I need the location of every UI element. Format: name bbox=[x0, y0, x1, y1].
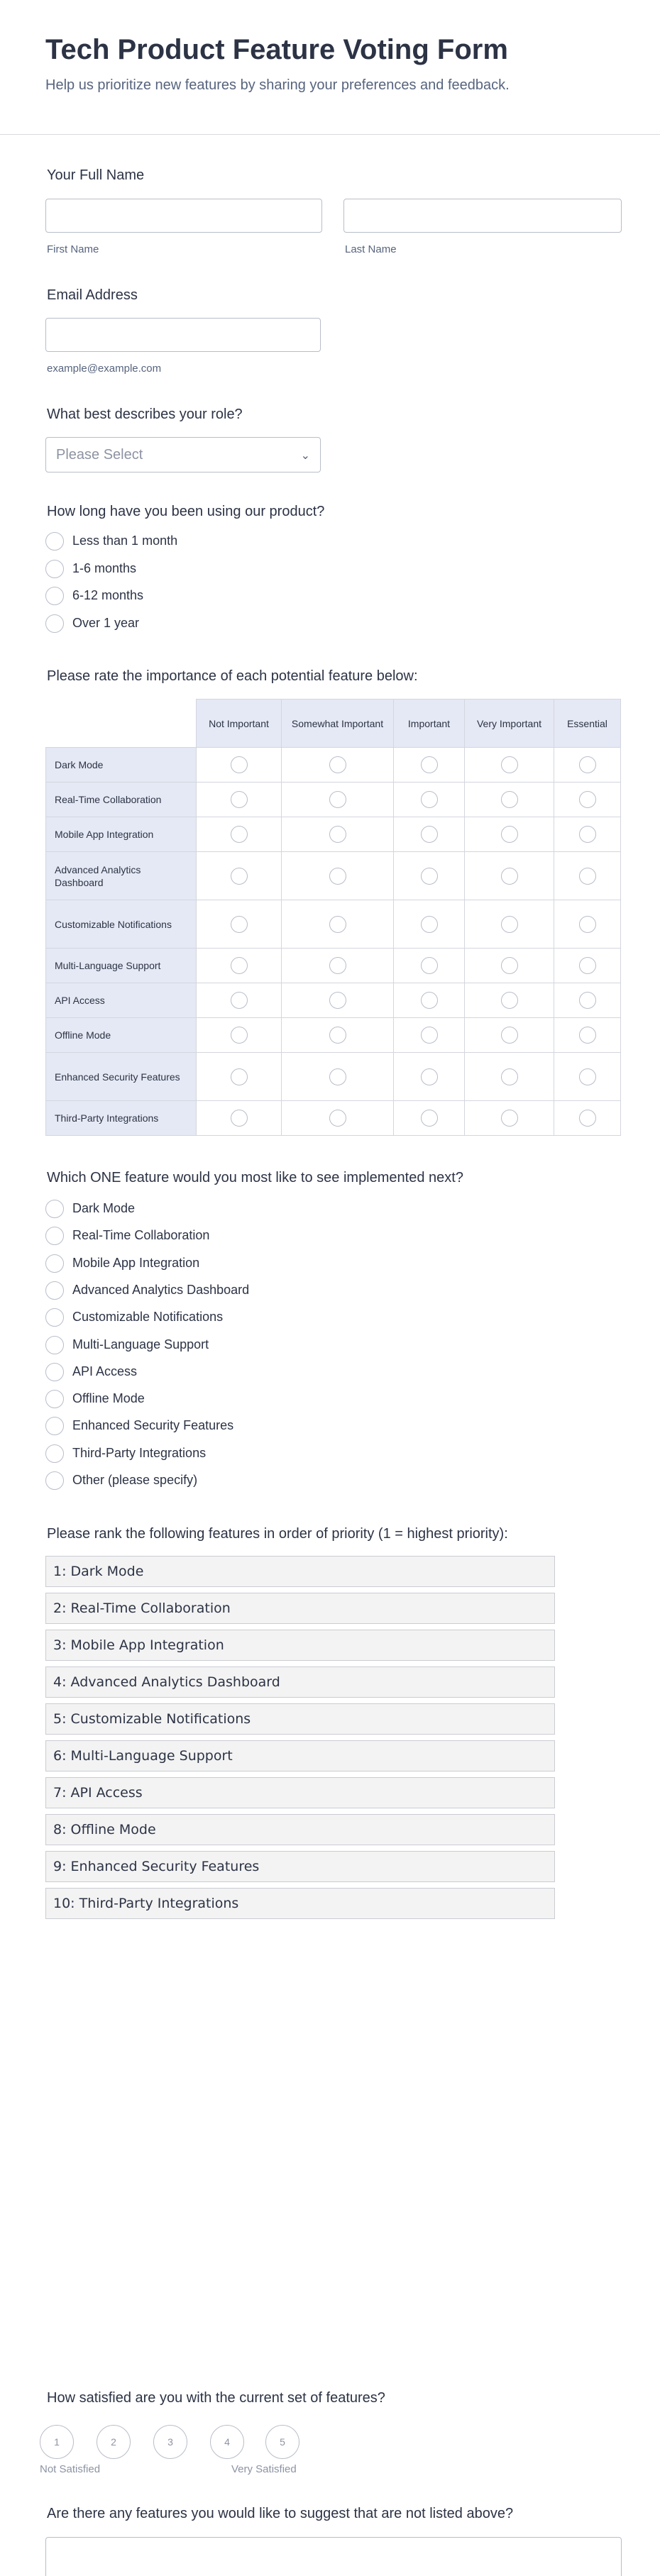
duration-label: How long have you been using our product? bbox=[47, 504, 325, 519]
matrix-cell[interactable] bbox=[465, 783, 554, 817]
matrix-cell[interactable] bbox=[282, 1101, 394, 1136]
matrix-cell[interactable] bbox=[465, 1101, 554, 1136]
matrix-radio-button[interactable] bbox=[501, 1027, 518, 1044]
matrix-cell[interactable] bbox=[197, 900, 282, 949]
ranking-item[interactable]: 9: Enhanced Security Features bbox=[45, 1851, 555, 1882]
matrix-cell[interactable] bbox=[554, 983, 621, 1018]
first-name-input[interactable] bbox=[45, 199, 322, 233]
radio-button[interactable] bbox=[45, 1308, 64, 1327]
radio-button[interactable] bbox=[45, 560, 64, 578]
matrix-cell[interactable] bbox=[465, 949, 554, 983]
first-name-sublabel: First Name bbox=[47, 243, 99, 255]
ranking-item[interactable]: 2: Real-Time Collaboration bbox=[45, 1593, 555, 1624]
matrix-radio-button[interactable] bbox=[579, 1027, 596, 1044]
matrix-radio-button[interactable] bbox=[501, 1068, 518, 1085]
matrix-cell[interactable] bbox=[282, 983, 394, 1018]
matrix-radio-button[interactable] bbox=[329, 756, 346, 773]
radio-option-label: Other (please specify) bbox=[72, 1473, 198, 1487]
matrix-cell[interactable] bbox=[554, 748, 621, 783]
email-sublabel: example@example.com bbox=[47, 363, 162, 375]
matrix-cell[interactable] bbox=[554, 817, 621, 852]
suggest-label: Are there any features you would like to suggest that are not listed above? bbox=[47, 2506, 514, 2521]
matrix-row-label: API Access bbox=[46, 983, 197, 1018]
satisfaction-label: How satisfied are you with the current set of features? bbox=[47, 2390, 385, 2406]
matrix-radio-button[interactable] bbox=[231, 826, 248, 843]
matrix-cell[interactable] bbox=[282, 783, 394, 817]
matrix-radio-button[interactable] bbox=[501, 1110, 518, 1127]
matrix-row-real-time-collaboration bbox=[46, 783, 621, 817]
matrix-radio-button[interactable] bbox=[329, 1110, 346, 1127]
matrix-row-label: Enhanced Security Features bbox=[46, 1053, 197, 1101]
ranking-item[interactable]: 3: Mobile App Integration bbox=[45, 1630, 555, 1661]
radio-option-label: Enhanced Security Features bbox=[72, 1418, 234, 1433]
matrix-radio-button[interactable] bbox=[501, 826, 518, 843]
scale-low-label: Not Satisfied bbox=[40, 2463, 101, 2475]
scale-option-5[interactable]: 5 bbox=[265, 2425, 299, 2459]
radio-option-label: Less than 1 month bbox=[72, 534, 178, 548]
matrix-radio-button[interactable] bbox=[231, 992, 248, 1009]
matrix-row-customizable-notifications bbox=[46, 900, 621, 949]
radio-option-label: Customizable Notifications bbox=[72, 1310, 224, 1325]
matrix-cell[interactable] bbox=[554, 852, 621, 900]
matrix-radio-button[interactable] bbox=[329, 826, 346, 843]
matrix-cell[interactable] bbox=[197, 1101, 282, 1136]
matrix-cell[interactable] bbox=[197, 1053, 282, 1101]
radio-button[interactable] bbox=[45, 614, 64, 633]
matrix-radio-button[interactable] bbox=[579, 1068, 596, 1085]
radio-button[interactable] bbox=[45, 587, 64, 605]
matrix-cell[interactable] bbox=[554, 1018, 621, 1053]
matrix-cell[interactable] bbox=[554, 783, 621, 817]
page-subtitle: Help us prioritize new features by sharing your preferences and feedback. bbox=[45, 77, 510, 93]
matrix-cell[interactable] bbox=[394, 983, 465, 1018]
matrix-row-api-access bbox=[46, 983, 621, 1018]
matrix-column-very-important: Very Important bbox=[465, 700, 554, 748]
matrix-cell[interactable] bbox=[554, 1053, 621, 1101]
matrix-corner bbox=[46, 700, 197, 748]
matrix-cell[interactable] bbox=[282, 748, 394, 783]
radio-option-label: Dark Mode bbox=[72, 1201, 136, 1215]
matrix-cell[interactable] bbox=[394, 1101, 465, 1136]
matrix-radio-button[interactable] bbox=[231, 1068, 248, 1085]
matrix-radio-button[interactable] bbox=[501, 756, 518, 773]
matrix-row-label: Advanced Analytics Dashboard bbox=[46, 852, 197, 900]
matrix-cell[interactable] bbox=[197, 949, 282, 983]
chevron-down-icon: ⌄ bbox=[300, 450, 310, 462]
scale-option-3[interactable]: 3 bbox=[153, 2425, 187, 2459]
matrix-cell[interactable] bbox=[465, 748, 554, 783]
matrix-cell[interactable] bbox=[394, 783, 465, 817]
matrix-radio-button[interactable] bbox=[421, 916, 438, 933]
matrix-row-label: Offline Mode bbox=[46, 1018, 197, 1053]
role-select-placeholder: Please Select bbox=[56, 447, 143, 463]
last-name-sublabel: Last Name bbox=[345, 243, 397, 255]
scale-option-2[interactable]: 2 bbox=[97, 2425, 131, 2459]
matrix-column-not-important: Not Important bbox=[197, 700, 282, 748]
matrix-radio-button[interactable] bbox=[501, 957, 518, 974]
matrix-radio-button[interactable] bbox=[579, 791, 596, 808]
matrix-cell[interactable] bbox=[554, 1101, 621, 1136]
matrix-cell[interactable] bbox=[394, 1053, 465, 1101]
matrix-cell[interactable] bbox=[465, 983, 554, 1018]
email-input[interactable] bbox=[45, 318, 321, 352]
feature-importance-matrix bbox=[45, 699, 621, 1136]
role-label: What best describes your role? bbox=[47, 407, 243, 422]
matrix-row-multi-language-support bbox=[46, 949, 621, 983]
matrix-cell[interactable] bbox=[282, 1018, 394, 1053]
matrix-radio-button[interactable] bbox=[421, 791, 438, 808]
matrix-row-label: Dark Mode bbox=[46, 748, 197, 783]
one-feature-label: Which ONE feature would you most like to see implemented next? bbox=[47, 1170, 463, 1185]
matrix-cell[interactable] bbox=[394, 900, 465, 949]
matrix-row-mobile-app-integration bbox=[46, 817, 621, 852]
radio-button[interactable] bbox=[45, 1417, 64, 1435]
radio-button[interactable] bbox=[45, 1254, 64, 1273]
matrix-cell[interactable] bbox=[197, 983, 282, 1018]
matrix-radio-button[interactable] bbox=[421, 992, 438, 1009]
matrix-radio-button[interactable] bbox=[329, 1027, 346, 1044]
radio-button[interactable] bbox=[45, 1471, 64, 1490]
matrix-radio-button[interactable] bbox=[231, 756, 248, 773]
radio-button[interactable] bbox=[45, 1227, 64, 1245]
matrix-radio-button[interactable] bbox=[421, 868, 438, 885]
matrix-cell[interactable] bbox=[554, 949, 621, 983]
radio-option-label: Real-Time Collaboration bbox=[72, 1228, 210, 1243]
matrix-cell[interactable] bbox=[394, 748, 465, 783]
radio-option-label: 6-12 months bbox=[72, 588, 144, 602]
radio-button[interactable] bbox=[45, 1444, 64, 1463]
matrix-radio-button[interactable] bbox=[579, 756, 596, 773]
matrix-cell[interactable] bbox=[282, 852, 394, 900]
matrix-radio-button[interactable] bbox=[501, 868, 518, 885]
matrix-cell[interactable] bbox=[465, 1018, 554, 1053]
suggest-textarea[interactable] bbox=[45, 2537, 622, 2576]
matrix-cell[interactable] bbox=[197, 783, 282, 817]
matrix-radio-button[interactable] bbox=[329, 957, 346, 974]
radio-option-label: Offline Mode bbox=[72, 1391, 145, 1406]
matrix-radio-button[interactable] bbox=[329, 916, 346, 933]
matrix-row-label: Real-Time Collaboration bbox=[46, 783, 197, 817]
last-name-input[interactable] bbox=[343, 199, 622, 233]
ranking-item[interactable]: 4: Advanced Analytics Dashboard bbox=[45, 1666, 555, 1698]
matrix-cell[interactable] bbox=[197, 817, 282, 852]
matrix-radio-button[interactable] bbox=[329, 1068, 346, 1085]
ranking-item[interactable]: 5: Customizable Notifications bbox=[45, 1703, 555, 1735]
matrix-row-enhanced-security-features bbox=[46, 1053, 621, 1101]
radio-option-label: Multi-Language Support bbox=[72, 1337, 209, 1351]
matrix-radio-button[interactable] bbox=[421, 756, 438, 773]
matrix-radio-button[interactable] bbox=[579, 957, 596, 974]
matrix-radio-button[interactable] bbox=[501, 791, 518, 808]
matrix-cell[interactable] bbox=[394, 817, 465, 852]
matrix-row-offline-mode bbox=[46, 1018, 621, 1053]
role-select[interactable] bbox=[45, 437, 321, 472]
matrix-row-dark-mode bbox=[46, 748, 621, 783]
email-label: Email Address bbox=[47, 287, 138, 303]
matrix-radio-button[interactable] bbox=[231, 916, 248, 933]
matrix-radio-button[interactable] bbox=[501, 916, 518, 933]
matrix-radio-button[interactable] bbox=[421, 826, 438, 843]
matrix-cell[interactable] bbox=[465, 852, 554, 900]
matrix-cell[interactable] bbox=[197, 1018, 282, 1053]
matrix-radio-button[interactable] bbox=[579, 916, 596, 933]
page-title: Tech Product Feature Voting Form bbox=[45, 34, 508, 65]
radio-option-label: Third-Party Integrations bbox=[72, 1445, 207, 1460]
matrix-radio-button[interactable] bbox=[329, 868, 346, 885]
matrix-radio-button[interactable] bbox=[501, 992, 518, 1009]
matrix-cell[interactable] bbox=[197, 748, 282, 783]
radio-button[interactable] bbox=[45, 1336, 64, 1354]
matrix-radio-button[interactable] bbox=[231, 1027, 248, 1044]
matrix-cell[interactable] bbox=[394, 1018, 465, 1053]
ranking-item[interactable]: 1: Dark Mode bbox=[45, 1556, 555, 1587]
matrix-column-important: Important bbox=[394, 700, 465, 748]
scale-high-label: Very Satisfied bbox=[231, 2463, 297, 2475]
radio-button[interactable] bbox=[45, 1363, 64, 1381]
matrix-cell[interactable] bbox=[465, 900, 554, 949]
radio-option-label: 1-6 months bbox=[72, 560, 137, 575]
matrix-cell[interactable] bbox=[554, 900, 621, 949]
matrix-radio-button[interactable] bbox=[231, 1110, 248, 1127]
matrix-cell[interactable] bbox=[394, 949, 465, 983]
matrix-cell[interactable] bbox=[394, 852, 465, 900]
ranking-item[interactable]: 7: API Access bbox=[45, 1777, 555, 1808]
matrix-label: Please rate the importance of each potential feature below: bbox=[47, 668, 418, 684]
matrix-radio-button[interactable] bbox=[231, 791, 248, 808]
scale-option-4[interactable]: 4 bbox=[210, 2425, 244, 2459]
radio-button[interactable] bbox=[45, 1281, 64, 1300]
matrix-cell[interactable] bbox=[282, 1053, 394, 1101]
matrix-radio-button[interactable] bbox=[579, 868, 596, 885]
matrix-cell[interactable] bbox=[282, 900, 394, 949]
ranking-item[interactable]: 6: Multi-Language Support bbox=[45, 1740, 555, 1771]
radio-option-label: Mobile App Integration bbox=[72, 1255, 200, 1270]
matrix-cell[interactable] bbox=[282, 949, 394, 983]
matrix-column-essential: Essential bbox=[554, 700, 621, 748]
ranking-item[interactable]: 8: Offline Mode bbox=[45, 1814, 555, 1845]
scale-option-1[interactable]: 1 bbox=[40, 2425, 74, 2459]
full-name-label: Your Full Name bbox=[47, 167, 145, 183]
matrix-row-label: Mobile App Integration bbox=[46, 817, 197, 852]
radio-option-label: API Access bbox=[72, 1364, 138, 1378]
matrix-row-label: Third-Party Integrations bbox=[46, 1101, 197, 1136]
matrix-radio-button[interactable] bbox=[231, 868, 248, 885]
matrix-radio-button[interactable] bbox=[329, 791, 346, 808]
ranking-label: Please rank the following features in order of priority (1 = highest priority): bbox=[47, 1526, 508, 1542]
matrix-cell[interactable] bbox=[282, 817, 394, 852]
matrix-cell[interactable] bbox=[197, 852, 282, 900]
matrix-row-label: Multi-Language Support bbox=[46, 949, 197, 983]
radio-button[interactable] bbox=[45, 1390, 64, 1408]
radio-option-label: Advanced Analytics Dashboard bbox=[72, 1282, 250, 1297]
matrix-radio-button[interactable] bbox=[421, 1110, 438, 1127]
matrix-cell[interactable] bbox=[465, 1053, 554, 1101]
radio-button[interactable] bbox=[45, 1200, 64, 1218]
radio-button[interactable] bbox=[45, 532, 64, 551]
matrix-row-advanced-analytics-dashboard bbox=[46, 852, 621, 900]
matrix-row-label: Customizable Notifications bbox=[46, 900, 197, 949]
matrix-radio-button[interactable] bbox=[421, 1027, 438, 1044]
matrix-radio-button[interactable] bbox=[329, 992, 346, 1009]
matrix-column-somewhat-important: Somewhat Important bbox=[282, 700, 394, 748]
matrix-row-third-party-integrations bbox=[46, 1101, 621, 1136]
matrix-radio-button[interactable] bbox=[579, 992, 596, 1009]
matrix-radio-button[interactable] bbox=[579, 1110, 596, 1127]
radio-option-label: Over 1 year bbox=[72, 615, 140, 630]
matrix-radio-button[interactable] bbox=[579, 826, 596, 843]
matrix-cell[interactable] bbox=[465, 817, 554, 852]
matrix-radio-button[interactable] bbox=[421, 957, 438, 974]
ranking-item[interactable]: 10: Third-Party Integrations bbox=[45, 1888, 555, 1919]
matrix-radio-button[interactable] bbox=[231, 957, 248, 974]
matrix-radio-button[interactable] bbox=[421, 1068, 438, 1085]
form-header bbox=[0, 0, 660, 135]
